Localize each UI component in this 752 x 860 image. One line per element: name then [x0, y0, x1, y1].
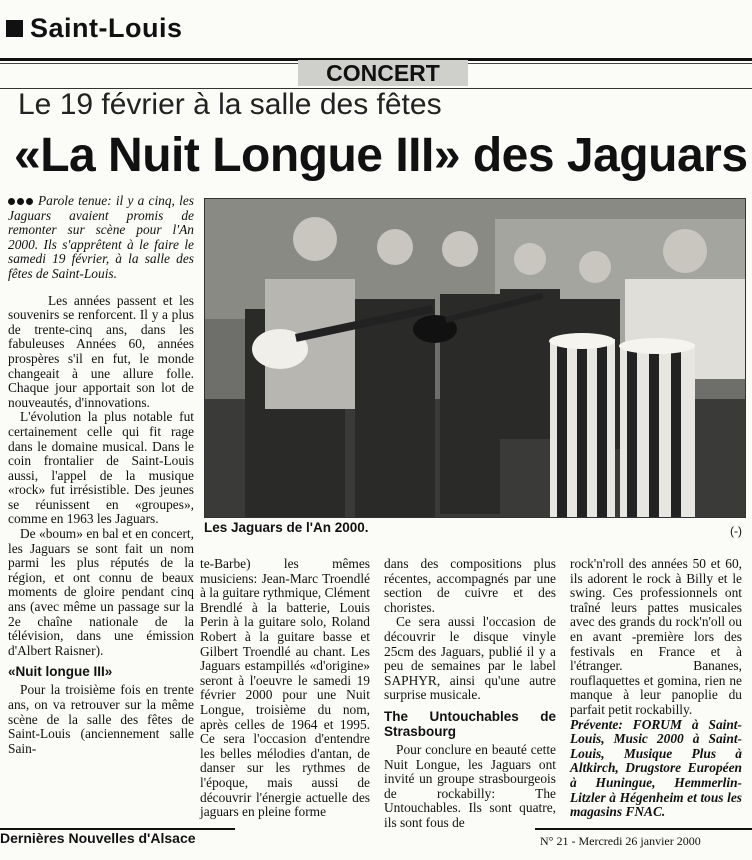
paragraph: te-Barbe) les mêmes musiciens: Jean-Marc Troendlé à la guitare rythmique, Clément Brendlé à la batterie, Louis Perin à la guitare solo, Roland Robert à la guitare basse et Gilbert Troendlé au chant. Les Jaguars estampillés «d'origine» seront à l'oeuvre le samedi 19 février 2000 pour une Nuit Longue, troisième du nom, après celles de 1964 et 1995. Ce sera l'occasion d'entendre les belles mélodies d'antan, de danser sur les rythmes de l'époque, mais aussi de découvrir l'énergie actuelle des jaguars en pleine forme [200, 556, 370, 820]
photo-caption: Les Jaguars de l'An 2000. [204, 520, 369, 535]
photo-credit: (-) [730, 524, 742, 538]
section-marker [6, 20, 23, 37]
paragraph: rock'n'roll des années 50 et 60, ils adorent le rock à Billy et le swing. Ces professionnels ont traîné leurs pattes musicales avec des grands du rock'n'oll ou en avant -première lors des festivals en France et à l'étranger. Bananes, rouflaquettes et gomina, rien ne manque à leur panoplie du parfait petit rockabilly. [570, 556, 742, 717]
intro-paragraph: Parole tenue: il y a cinq, les Jaguars avaient promis de remonter sur scène pour l'An 2000. Ils s'apprêtent à le faire le samedi 19 février, à la salle des fêtes de Saint-Louis. [8, 193, 194, 281]
subheading: «Nuit longue III» [8, 664, 113, 680]
section-title: Saint-Louis [30, 13, 183, 43]
paragraph: Ce sera aussi l'occasion de découvrir le disque vinyle 25cm des Jaguars, publié il y a peu de semaines par le label SAPHYR, ainsi qu'une autre surprise musicale. [384, 614, 556, 703]
band-photo-image [205, 199, 745, 517]
category-label: CONCERT [298, 60, 468, 86]
headline: «La Nuit Longue III» des Jaguars [14, 129, 748, 182]
kicker: Le 19 février à la salle des fêtes [18, 88, 442, 121]
presale-paragraph: Prévente: FORUM à Saint-Louis, Music 2000 à Saint-Louis, Musique Plus à Altkirch, Drugstore Européen à Huningue, Hemmerlin-Litzler à Hégenheim et tous les magasins FNAC. [570, 716, 742, 820]
band-photo [204, 198, 746, 518]
subheading: The Untouchables de Strasbourg [384, 708, 556, 739]
paragraph: De «boum» en bal et en concert, les Jaguars se sont fait un nom parmi les plus réputés de la région, et ont connu de beaux moments de gloire pendant cinq ans (avec même un passage sur la 2e chaîne nationale de la télévision, dans une émission d'Albert Raisner). [8, 526, 194, 658]
paragraph: Pour conclure en beauté cette Nuit Longue, les Jaguars ont invité un groupe strasbourgeois de rockabilly: The Untouchables. Ils sont quatre, ils sont fous de [384, 741, 556, 830]
paragraph: Les années passent et les souvenirs se renforcent. Il y a plus de trente-cinq ans, dans les fabuleuses Années 60, années prospères s'il en fut, le monde changeait à une allure folle. Chaque jour apportait son lot de nouveautés, d'innovations. [8, 292, 194, 410]
paragraph: Pour la troisième fois en trente ans, on va retrouver sur la même scène de la salle des fêtes de Saint-Louis (anciennement salle Sain- [8, 682, 194, 756]
paragraph: dans des compositions plus récentes, accompagnés par une section de cuivre et des choristes. [384, 556, 556, 615]
column-4 [570, 557, 742, 820]
column-2 [200, 557, 370, 820]
footer-rule-right [535, 828, 752, 830]
paragraph: L'évolution la plus notable fut certainement celle qui fit rage dans le domaine musical. Dans le coin frontalier de Saint-Louis aussi, l'appel de la musique «rock» fut irrésistible. Des jeunes se réunissent en «groupes», comme en 1963 les Jaguars. [8, 409, 194, 527]
newspaper-name: Dernières Nouvelles d'Alsace [0, 830, 196, 846]
bullet-dots-icon [8, 194, 35, 209]
column-1 [8, 194, 194, 756]
column-3 [384, 557, 556, 831]
issue-info: N° 21 - Mercredi 26 janvier 2000 [540, 834, 701, 848]
